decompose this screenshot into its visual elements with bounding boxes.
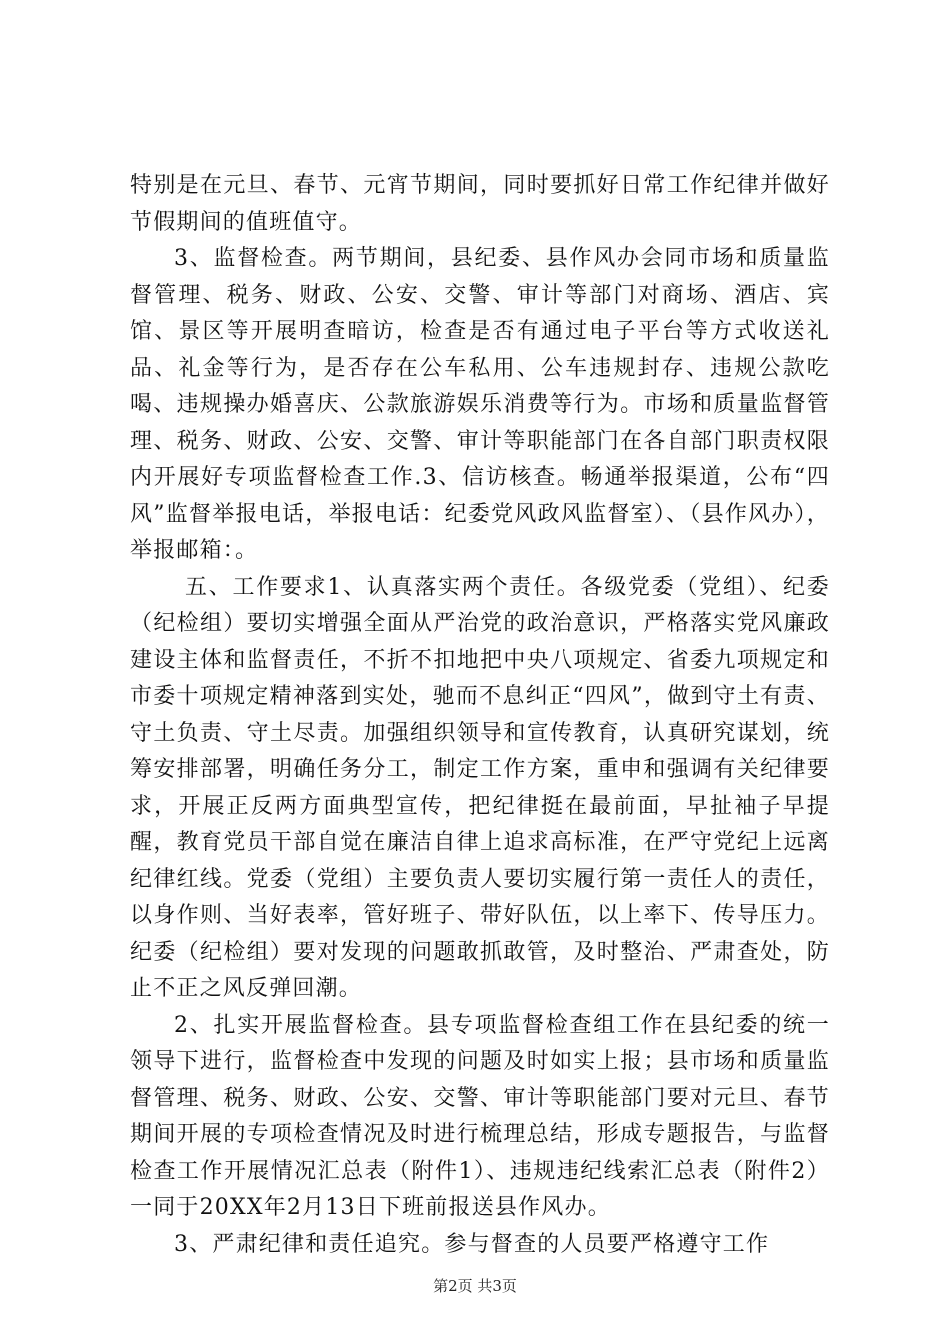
paragraph-supervision-inspection: 3、监督检查。两节期间，县纪委、县作风办会同市场和质量监督管理、税务、财政、公安、交警、审计等部门对商场、酒店、宾馆、景区等开展明查暗访，检查是否有通过电子平台等方式收送礼品、礼金等行为，是否存在公车私用、公车违规封存、违规公款吃喝、违规操办婚喜庆、公款旅游娱乐消费等行为。市场和质量监督管理、税务、财政、公安、交警、审计等职能部门在各自部门职责权限内开展好专项监督检查工作.3、信访核查。畅通举报渠道，公布“四风”监督举报电话，举报电话：纪委党风政风监督室）、（县作风办），举报邮箱：。 <box>130 246 830 563</box>
paragraph-discipline-accountability: 3、严肃纪律和责任追究。参与督查的人员要严格遵守工作 <box>174 1231 770 1257</box>
paragraph-work-requirements: 五、工作要求1、认真落实两个责任。各级党委（党组）、纪委（纪检组）要切实增强全面从严治党的政治意识，严格落实党风廉政建设主体和监督责任，不折不扣地把中央八项规定、省委九项规定和市委十项规定精神落到实处，驰而不息纠正“四风”，做到守土有责、守土负责、守土尽责。加强组织领导和宣传教育，认真研究谋划，统筹安排部署，明确任务分工，制定工作方案，重申和强调有关纪律要求，开展正反两方面典型宣传，把纪律挺在最前面，早扯袖子早提醒，教育党员干部自觉在廉洁自律上追求高标准，在严守党纪上远离纪律红线。党委（党组）主要负责人要切实履行第一责任人的责任，以身作则、当好表率，管好班子、带好队伍，以上率下、传导压力。纪委（纪检组）要对发现的问题敢抓敢管，及时整治、严肃查处，防止不正之风反弹回潮。 <box>130 574 830 1001</box>
document-body <box>130 168 830 1263</box>
paragraph-continuation: 特别是在元旦、春节、元宵节期间，同时要抓好日常工作纪律并做好节假期间的值班值守。 <box>130 173 830 235</box>
paragraph-supervision-implementation: 2、扎实开展监督检查。县专项监督检查组工作在县纪委的统一领导下进行，监督检查中发现的问题及时如实上报；县市场和质量监督管理、税务、财政、公安、交警、审计等职能部门要对元旦、春节期间开展的专项检查情况及时进行梳理总结，形成专题报告，与监督检查工作开展情况汇总表（附件1）、违规违纪线索汇总表（附件2）一同于20XX年2月13日下班前报送县作风办。 <box>130 1012 830 1220</box>
page-footer: 第2页 共3页 <box>433 1277 517 1295</box>
